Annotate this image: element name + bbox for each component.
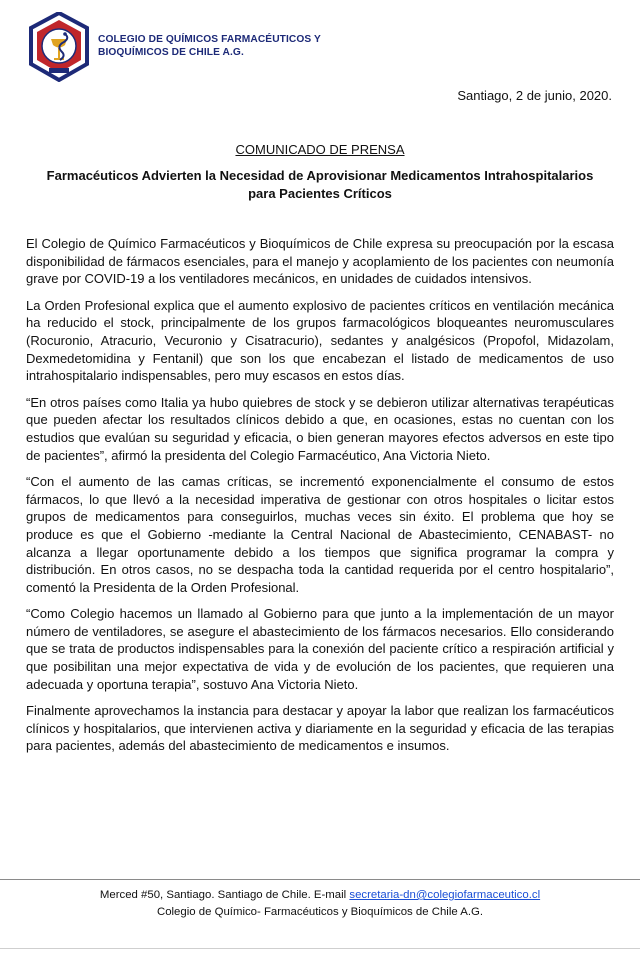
- organization-name-line2: BIOQUÍMICOS DE CHILE A.G.: [98, 47, 244, 58]
- college-logo-icon: [28, 12, 90, 82]
- email-link[interactable]: secretaria-dn@colegiofarmaceutico.cl: [349, 889, 541, 901]
- paragraph-4: “Con el aumento de las camas críticas, se incrementó exponencialmente el consumo de estos fármacos, lo que llevó a la necesidad imperativa de gestionar con otros hospitales o licitar estos grupos de medicamentos para conseguirlos, muchas veces sin éxito. El problema que hoy se produce es que el Gobierno -mediante la Central Nacional de Abastecimiento, CENABAST- no alcanza a llegar oportunamente debido a los tiempos que significa programar la compra y distribución. En otros casos, no se despacha toda la cantidad requerida por el centro hospitalario”, comentó la Presidenta de la Orden Profesional.: [26, 474, 614, 595]
- paragraph-6: Finalmente aprovechamos la instancia para destacar y apoyar la labor que realizan los farmacéuticos clínicos y hospitalarios, que intervienen activa y diariamente en la seguridad y eficacia de las terapias para pacientes, además del abastecimiento de medicamentos e insumos.: [26, 703, 614, 754]
- organization-name-line1: COLEGIO DE QUÍMICOS FARMACÉUTICOS Y: [98, 34, 321, 45]
- paragraph-2: La Orden Profesional explica que el aumento explosivo de pacientes críticos en ventilación mecánica ha reducido el stock, principalmente de los grupos farmacológicos bloqueantes neuromusculares (Rocuronio, Atracurio, Vecuronio y Cisatracurio), sedantes y analgésicos (Propofol, Midazolam, Dexmedetomidina y Fentanil) que son los que encabezan el listado de medicamentos de uso intrahospitalario indispensables, pero muy escasos en estos días.: [26, 297, 614, 384]
- footer-address: Merced #50, Santiago. Santiago de Chile. E-mail: [99, 889, 350, 901]
- footer-divider: [0, 879, 640, 880]
- body-text: [26, 235, 614, 764]
- press-release-label: COMUNICADO DE PRENSA: [235, 142, 405, 157]
- paragraph-1: El Colegio de Químico Farmacéuticos y Bioquímicos de Chile expresa su preocupación por la escasa disponibilidad de fármacos esenciales, para el manejo y acoplamiento de los pacientes con neumonía grave por COVID-19 a los ventiladores mecánicos, en unidades de cuidados intensivos.: [26, 236, 614, 287]
- organization-name: [98, 33, 328, 59]
- footer-organization: Colegio de Químico- Farmacéuticos y Bioquímicos de Chile A.G.: [156, 906, 484, 918]
- page-bottom-edge: [0, 948, 640, 949]
- headline: Farmacéuticos Advierten la Necesidad de Aprovisionar Medicamentos Intrahospitalarios para Pacientes Críticos: [46, 168, 594, 201]
- paragraph-5: “Como Colegio hacemos un llamado al Gobierno para que junto a la implementación de un mayor número de ventiladores, se asegure el abastecimiento de los fármacos necesarios. Ello considerando que se trata de productos indispensables para la conexión del paciente crítico a respiración artificial y que posibilitan una mejor expectativa de vida y de evolución de los pacientes, que requieren una adecuada y oportuna terapia”, sostuvo Ana Victoria Nieto.: [26, 606, 614, 692]
- footer: [0, 887, 640, 921]
- release-date: Santiago, 2 de junio, 2020.: [457, 88, 612, 103]
- footer-address-line: [0, 887, 640, 904]
- paragraph-3: “En otros países como Italia ya hubo quiebres de stock y se debieron utilizar alternativas terapéuticas que pueden afectar los resultados clínicos debido a que, en ocasiones, estas no cuentan con los estudios que evalúan su seguridad y eficacia, o bien generan mayores efectos adversos en este tipo de pacientes”, afirmó la presidenta del Colegio Farmacéutico, Ana Victoria Nieto.: [26, 394, 614, 463]
